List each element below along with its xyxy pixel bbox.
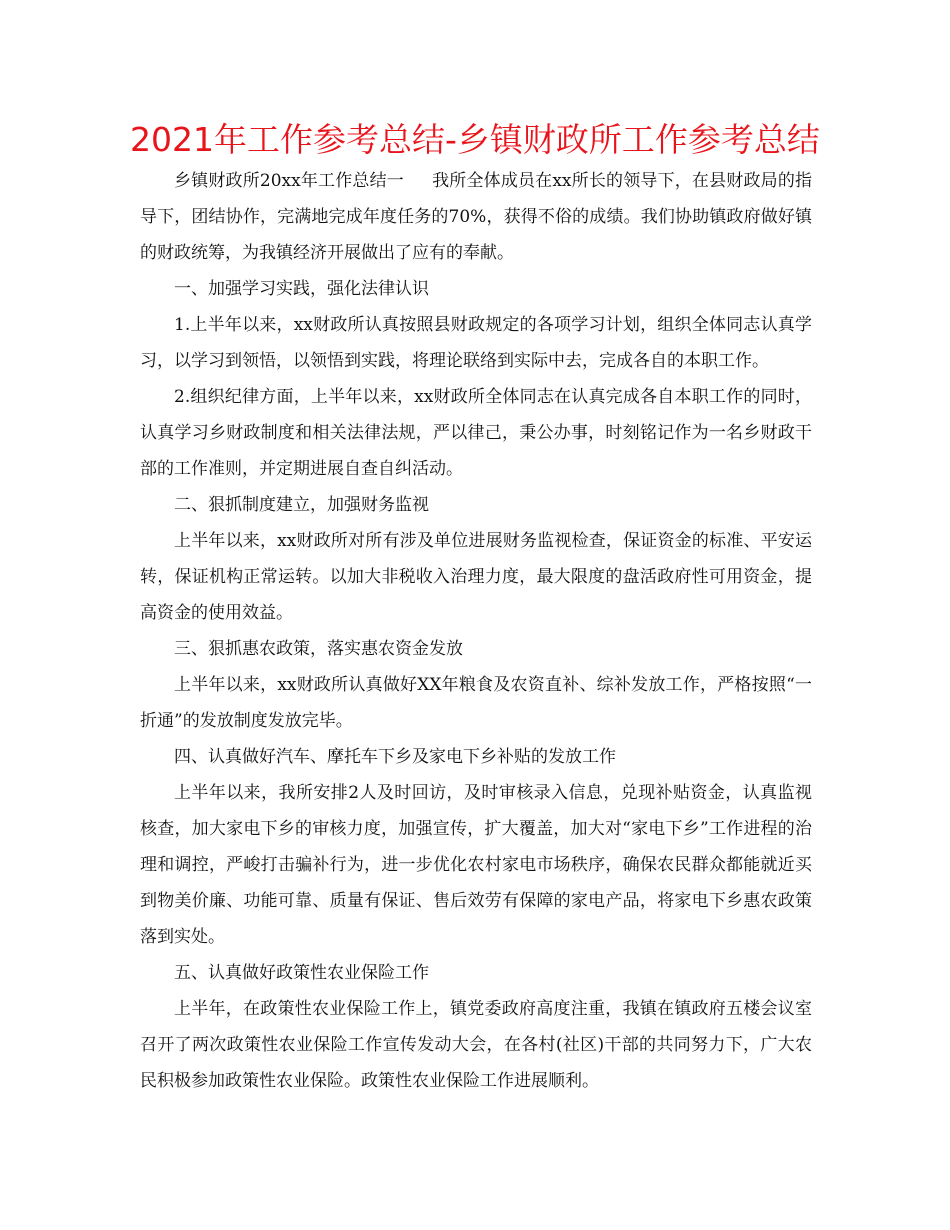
document-body bbox=[140, 163, 812, 1099]
section-heading-1: 一、加强学习实践，强化法律认识 bbox=[174, 279, 429, 299]
section-heading-2: 二、狠抓制度建立，加强财务监视 bbox=[174, 495, 429, 515]
section-2-paragraph-1: 上半年以来，xx财政所对所有涉及单位进展财务监视检查，保证资金的标准、平安运转，保证机构正常运转。以加大非税收入治理力度，最大限度的盘活政府性可用资金，提高资金的使用效益。 bbox=[140, 531, 812, 623]
section-4-paragraph-1: 上半年以来，我所安排2人及时回访，及时审核录入信息，兑现补贴资金，认真监视核查，加大家电下乡的审核力度，加强宣传，扩大覆盖，加大对“家电下乡”工作进程的治理和调控，严峻打击骗补行为，进一步优化农村家电市场秩序，确保农民群众都能就近买到物美价廉、功能可靠、质量有保证、售后效劳有保障的家电产品，将家电下乡惠农政策落到实处。 bbox=[140, 783, 812, 947]
section-heading-3: 三、狠抓惠农政策，落实惠农资金发放 bbox=[174, 639, 463, 659]
section-heading-4: 四、认真做好汽车、摩托车下乡及家电下乡补贴的发放工作 bbox=[174, 747, 616, 767]
intro-paragraph bbox=[140, 163, 812, 271]
document-title: 2021年工作参考总结-乡镇财政所工作参考总结 bbox=[130, 120, 820, 159]
section-1-paragraph-2: 2.组织纪律方面，上半年以来，xx财政所全体同志在认真完成各自本职工作的同时，认真学习乡财政制度和相关法律法规，严以律己，秉公办事，时刻铭记作为一名乡财政干部的工作准则，并定期进展自查自纠活动。 bbox=[140, 387, 812, 479]
intro-body: 我所全体成员在xx所长的领导下，在县财政局的指导下，团结协作，完满地完成年度任务的70%，获得不俗的成绩。我们协助镇政府做好镇的财政统筹，为我镇经济开展做出了应有的奉献。 bbox=[140, 171, 812, 263]
section-3-paragraph-1: 上半年以来，xx财政所认真做好XX年粮食及农资直补、综补发放工作，严格按照“一折通”的发放制度发放完毕。 bbox=[140, 675, 812, 731]
section-heading-5: 五、认真做好政策性农业保险工作 bbox=[174, 963, 429, 983]
section-5-paragraph-1: 上半年，在政策性农业保险工作上，镇党委政府高度注重，我镇在镇政府五楼会议室召开了两次政策性农业保险工作宣传发动大会，在各村(社区)干部的共同努力下，广大农民积极参加政策性农业保险。政策性农业保险工作进展顺利。 bbox=[140, 999, 812, 1091]
section-1-paragraph-1: 1.上半年以来，xx财政所认真按照县财政规定的各项学习计划，组织全体同志认真学习，以学习到领悟，以领悟到实践，将理论联络到实际中去，完成各自的本职工作。 bbox=[140, 315, 812, 371]
intro-lead: 乡镇财政所20xx年工作总结一 bbox=[174, 171, 404, 191]
